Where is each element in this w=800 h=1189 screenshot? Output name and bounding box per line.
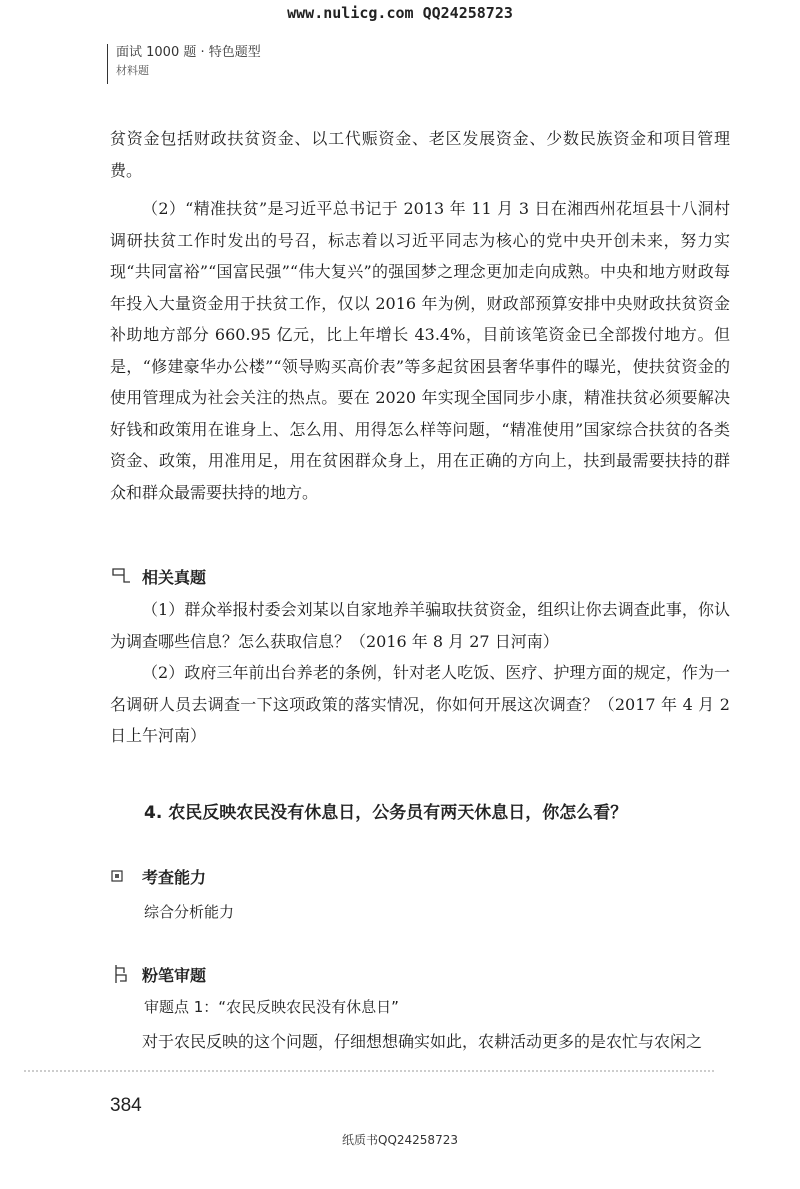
running-head — [107, 44, 261, 84]
related-question-2: （2）政府三年前出台养老的条例，针对老人吃饭、医疗、护理方面的规定，作为一名调研人员去调查一下这项政策的落实情况，你如何开展这次调查？（2017 年 4 月 2 日上午河南） — [110, 663, 730, 745]
paragraph-continuation: 贫资金包括财政扶贫资金、以工代赈资金、老区发展资金、少数民族资金和项目管理费。 — [110, 129, 730, 180]
paragraph-2: （2）“精准扶贫”是习近平总书记于 2013 年 11 月 3 日在湘西州花垣县十八洞村调研扶贫工作时发出的号召，标志着以习近平同志为核心的党中央开创未来，努力实现“共同富裕”“国富民强”“伟大复兴”的强国梦之理念更加走向成熟。中央和地方财政每年投入大量资金用于扶贫工作，仅以 2016 年为例，财政部预算安排中央财政扶贫资金补助地方部分 660.95 亿元，比上年增长 43.4%，目前该笔资金已全部拨付地方。但是，“修建豪华办公楼”“领导购买高价表”等多起贫困县奢华事件的曝光，使扶贫资金的使用管理成为社会关注的热点。要在 2020 年实现全国同步小康，精准扶贫必须要解决好钱和政策用在谁身上、怎么用、用得怎么样等问题，“精准使用”国家综合扶贫的各类资金、政策，用准用足，用在贫困群众身上，用在正确的方向上，扶到最需要扶持的群众和群众最需要扶持的地方。 — [110, 199, 730, 502]
branch-marker-icon — [110, 963, 136, 985]
analysis-title: 粉笔审题 — [142, 965, 207, 985]
related-questions-title: 相关真题 — [142, 567, 207, 587]
analysis-point: 审题点 1：“农民反映农民没有休息日” — [144, 998, 399, 1016]
ability-title: 考查能力 — [142, 867, 207, 887]
analysis-paragraph — [110, 1026, 730, 1058]
continued-paragraph — [110, 123, 730, 186]
question-4: 4. 农民反映农民没有休息日，公务员有两天休息日，你怎么看？ — [144, 803, 628, 823]
running-head-title: 面试 1000 题 · 特色题型 — [116, 45, 261, 60]
section-marker-icon — [110, 567, 136, 585]
square-marker-icon — [110, 869, 136, 883]
related-questions-list — [110, 594, 730, 752]
analysis-text: 对于农民反映的这个问题，仔细想想确实如此，农耕活动更多的是农忙与农闲之 — [142, 1032, 703, 1051]
related-questions-heading — [110, 564, 206, 588]
page-number: 384 — [110, 1095, 142, 1116]
related-question-1: （1）群众举报村委会刘某以自家地养羊骗取扶贫资金，组织让你去调查此事，你认为调查哪些信息？怎么获取信息？（2016 年 8 月 27 日河南） — [110, 600, 730, 651]
running-head-subtitle: 材料题 — [116, 64, 149, 77]
ability-text: 综合分析能力 — [144, 903, 235, 921]
ability-heading — [110, 864, 206, 888]
top-watermark: www.nulicg.com QQ24258723 — [287, 4, 513, 22]
cutoff-line — [24, 1070, 714, 1078]
bottom-watermark: 纸质书QQ24258723 — [342, 1133, 458, 1147]
analysis-heading — [110, 962, 206, 986]
paragraph-2-block — [110, 193, 730, 508]
